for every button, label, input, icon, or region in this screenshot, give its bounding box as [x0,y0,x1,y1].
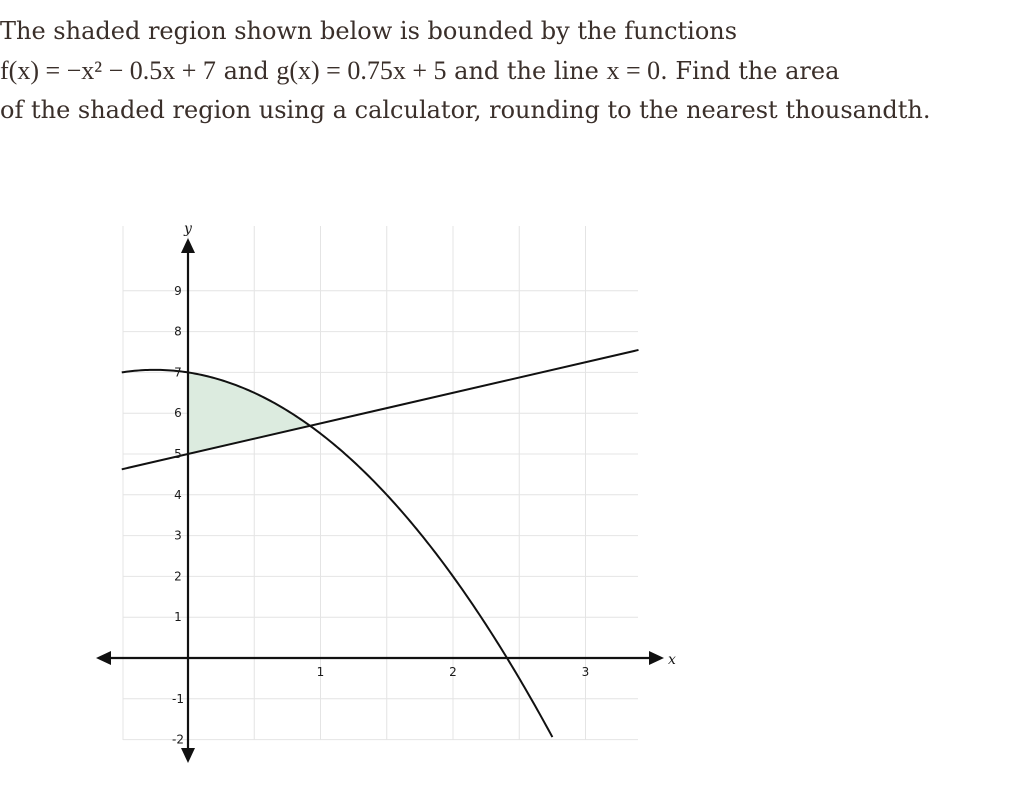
x-axis-right-arrow [649,651,664,665]
y-axis-up-arrow [181,238,195,253]
y-axis-label: y [184,221,192,237]
tick-labels [172,221,676,747]
y-tick-label: -1 [172,691,184,706]
and-the-line-text: and the line [454,57,599,85]
y-tick-label: -2 [172,732,184,747]
y-tick-label: 9 [174,283,182,298]
y-tick-label: 7 [174,365,182,380]
find-area-text: . Find the area [660,57,840,85]
problem-line-3: of the shaded region using a calculator, rounding to the nearest thousandth. [0,96,931,124]
y-tick-label: 5 [174,447,182,461]
and-text: and [223,57,269,85]
series-f-curve [122,370,553,737]
g-function-label: g(x) = 0.75x + 5 [276,56,447,85]
y-tick-label: 6 [174,406,182,421]
y-tick-label: 1 [174,610,182,625]
y-tick-label: 3 [174,528,182,543]
x-tick-label: 2 [449,665,457,679]
problem-line-1: The shaded region shown below is bounded by the functions [0,17,738,45]
x-axis-left-arrow [96,651,111,665]
y-tick-label: 8 [174,324,182,339]
line-equation: x = 0 [606,56,661,85]
x-tick-label: 1 [316,665,325,679]
y-axis-down-arrow [181,748,195,763]
x-tick-label: 3 [581,665,590,679]
grid [123,226,638,740]
f-function-label: f(x) = −x² − 0.5x + 7 [0,56,216,85]
y-tick-label: 2 [174,569,182,584]
y-tick-label: 4 [174,487,182,502]
x-axis-label: x [668,652,676,668]
